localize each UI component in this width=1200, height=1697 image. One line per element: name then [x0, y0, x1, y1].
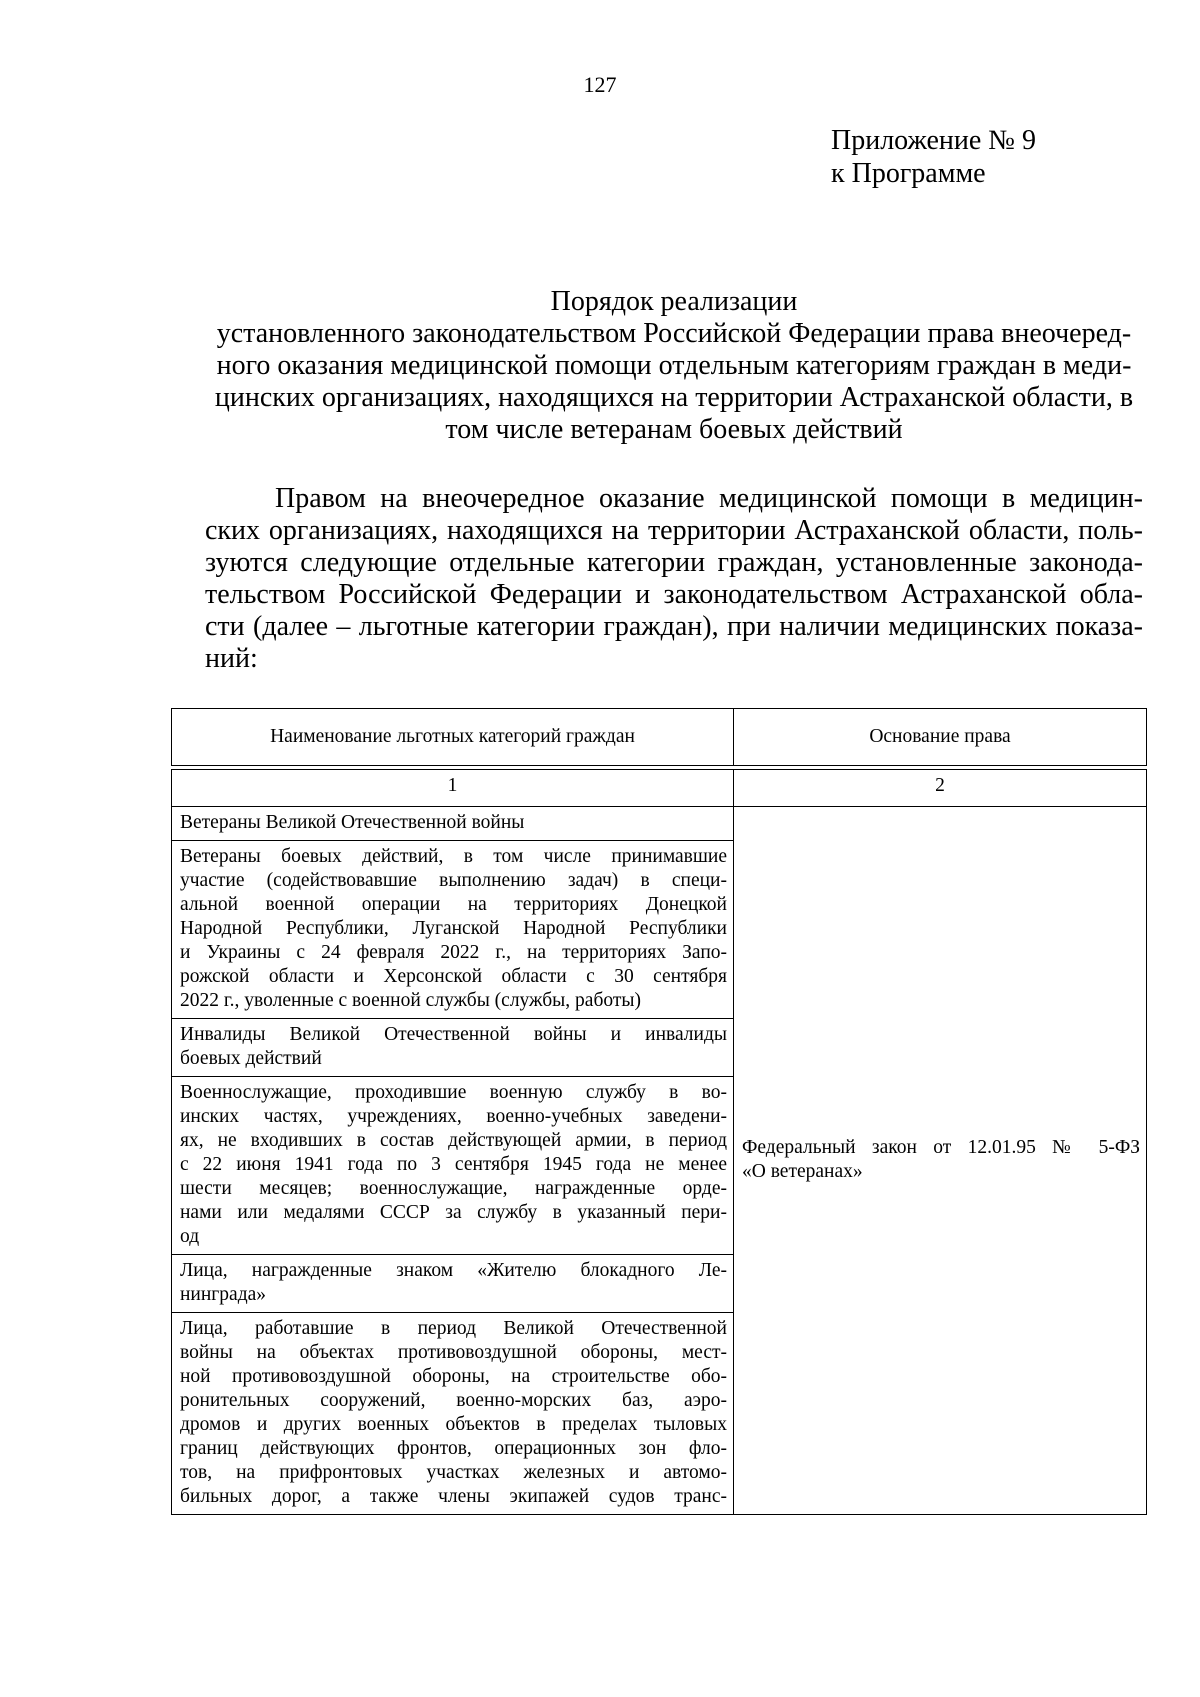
category-line: участие (содействовавшие выполнению задач) в специ-: [180, 870, 727, 891]
basis-cell: [734, 807, 1147, 1515]
table-row: [172, 807, 1147, 841]
category-line: нинграда»: [180, 1284, 267, 1305]
appendix-line: Приложение № 9: [831, 125, 1036, 156]
category-cell: [172, 1313, 734, 1515]
category-line: войны на объектах противовоздушной обороны, мест-: [180, 1342, 727, 1363]
intro-line: ских организациях, находящихся на территории Астраханской области, поль-: [205, 515, 1143, 546]
intro-line: сти (далее – льготные категории граждан), при наличии медицинских показа-: [205, 611, 1143, 642]
column-number: 2: [734, 770, 1147, 807]
category-line: Ветераны Великой Отечественной войны: [180, 812, 525, 833]
category-line: од: [180, 1226, 200, 1247]
appendix-label: [831, 124, 1036, 190]
title-line: ного оказания медицинской помощи отдельным категориям граждан в меди-: [216, 350, 1132, 381]
document-title: [205, 286, 1143, 446]
intro-line: тельством Российской Федерации и законодательством Астраханской обла-: [205, 579, 1143, 610]
category-line: Лица, работавшие в период Великой Отечественной: [180, 1318, 727, 1339]
title-line: том числе ветеранам боевых действий: [445, 414, 903, 445]
table-header-row: [172, 709, 1147, 766]
title-line: цинских организациях, находящихся на территории Астраханской области, в: [214, 382, 1134, 413]
category-line: Народной Республики, Луганской Народной Республики: [180, 918, 727, 939]
title-line: установленного законодательством Российской Федерации права внеочеред-: [216, 318, 1132, 349]
category-line: рожской области и Херсонской области с 30 сентября: [180, 966, 727, 987]
category-cell: [172, 1019, 734, 1077]
category-line: бильных дорог, а также члены экипажей судов транс-: [180, 1486, 727, 1507]
header-basis: Основание права: [734, 709, 1147, 766]
title-line: Порядок реализации: [550, 286, 798, 317]
category-line: инских частях, учреждениях, военно-учебных заведени-: [180, 1106, 727, 1127]
page-number: 127: [583, 72, 617, 97]
category-line: 2022 г., уволенные с военной службы (службы, работы): [180, 990, 641, 1011]
category-line: альной военной операции на территориях Донецкой: [180, 894, 727, 915]
category-line: ронительных сооружений, военно-морских баз, аэро-: [180, 1390, 727, 1411]
category-line: Инвалиды Великой Отечественной войны и инвалиды: [180, 1024, 727, 1045]
category-line: тов, на прифронтовых участках железных и автомо-: [180, 1462, 727, 1483]
category-line: ях, не входивших в состав действующей армии, в период: [180, 1130, 727, 1151]
column-number: 1: [172, 770, 734, 807]
intro-line: ний:: [205, 643, 258, 674]
intro-paragraph: [205, 483, 1143, 675]
category-line: Военнослужащие, проходившие военную службу в во-: [180, 1082, 727, 1103]
header-category: Наименование льготных категорий граждан: [172, 709, 734, 766]
category-line: границ действующих фронтов, операционных зон фло-: [180, 1438, 727, 1459]
category-line: дромов и других военных объектов в пределах тыловых: [180, 1414, 727, 1435]
category-line: и Украины с 24 февраля 2022 г., на территориях Запо-: [180, 942, 727, 963]
intro-line: зуются следующие отдельные категории граждан, установленные законода-: [205, 547, 1143, 578]
category-cell: [172, 1255, 734, 1313]
basis-line: Федеральный закон от 12.01.95 № 5-ФЗ: [742, 1137, 1140, 1158]
benefits-table: [171, 708, 1147, 1515]
category-line: Лица, награжденные знаком «Жителю блокадного Ле-: [180, 1260, 727, 1281]
category-cell: [172, 1077, 734, 1255]
category-line: с 22 июня 1941 года по 3 сентября 1945 года не менее: [180, 1154, 727, 1175]
basis-line: «О ветеранах»: [742, 1161, 863, 1182]
category-cell: [172, 841, 734, 1019]
category-line: Ветераны боевых действий, в том числе принимавшие: [180, 846, 727, 867]
category-line: боевых действий: [180, 1048, 322, 1069]
category-line: шести месяцев; военнослужащие, награжденные орде-: [180, 1178, 727, 1199]
category-cell: [172, 807, 734, 841]
appendix-line: к Программе: [831, 158, 986, 189]
intro-line: Правом на внеочередное оказание медицинской помощи в медицин-: [275, 483, 1143, 514]
category-line: нами или медалями СССР за службу в указанный пери-: [180, 1202, 727, 1223]
category-line: ной противовоздушной обороны, на строительстве обо-: [180, 1366, 727, 1387]
column-number-row: [172, 770, 1147, 807]
